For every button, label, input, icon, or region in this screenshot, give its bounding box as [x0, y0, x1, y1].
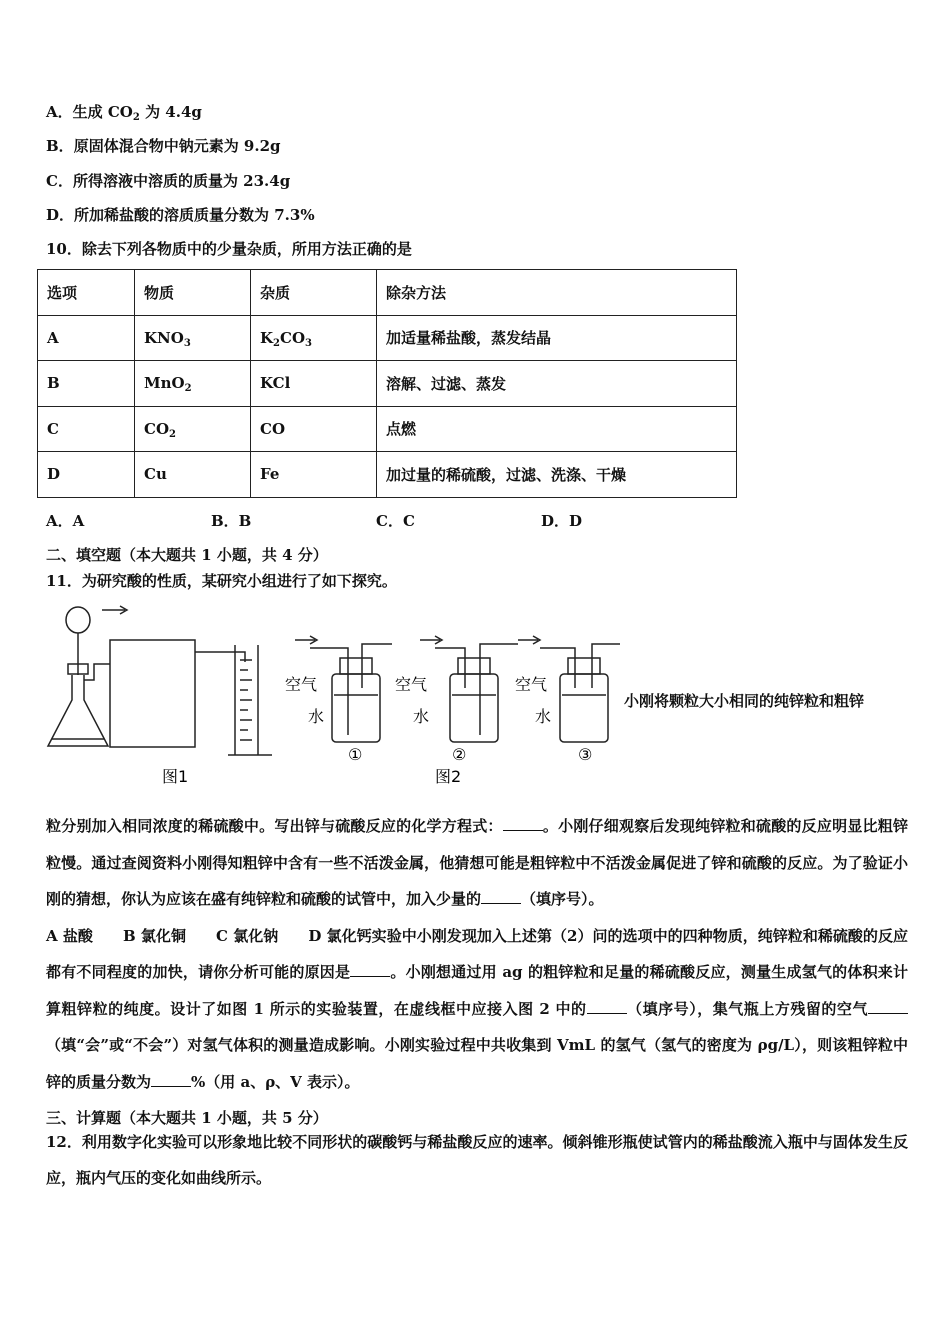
- answer-blank[interactable]: [868, 999, 908, 1014]
- erlenmeyer-flask-icon: [48, 607, 110, 746]
- graduated-cylinder-icon: [228, 645, 272, 755]
- fig1-label: 图1: [162, 767, 189, 786]
- table-row: [38, 452, 737, 498]
- apparatus-figure: [40, 600, 640, 790]
- table-cell: 点燃: [377, 406, 737, 452]
- q9-option-c: C．所得溶液中溶质的质量为 23.4g: [46, 172, 291, 190]
- fig2-label: 图2: [435, 767, 462, 786]
- gas-bottle-2-icon: [420, 636, 518, 742]
- bottle-label: ①: [348, 745, 363, 764]
- q10-table: [37, 269, 737, 498]
- answer-choice: D．D: [541, 512, 583, 530]
- q9-option-d: D．所加稀盐酸的溶质质量分数为 7.3%: [46, 206, 315, 224]
- table-cell: Cu: [135, 452, 251, 498]
- answer-blank[interactable]: [350, 962, 390, 977]
- table-cell: C: [38, 406, 135, 452]
- table-cell: 加适量稀盐酸，蒸发结晶: [377, 315, 737, 361]
- table-row: [38, 361, 737, 407]
- water-label: 水: [413, 707, 430, 726]
- table-cell: $KNO_3$: [135, 315, 251, 361]
- table-cell: D: [38, 452, 135, 498]
- dashed-box: [110, 640, 195, 747]
- table-cell: $K_2CO_3$: [251, 315, 377, 361]
- section-heading-calc: 三、计算题（本大题共 1 小题，共 5 分）: [46, 1109, 328, 1127]
- q9-option-a: A．生成 $CO_2$ 为 4.4g: [46, 103, 202, 123]
- table-cell: 溶解、过滤、蒸发: [377, 361, 737, 407]
- air-label: 空气: [285, 675, 318, 694]
- q10-stem: 10．除去下列各物质中的少量杂质，所用方法正确的是: [46, 240, 412, 258]
- table-cell: MnO$_2$: [135, 361, 251, 407]
- table-cell: A: [38, 315, 135, 361]
- q10-answers: [46, 511, 582, 531]
- table-row: [38, 315, 737, 361]
- table-cell: 加过量的稀硫酸，过滤、洗涤、干燥: [377, 452, 737, 498]
- q11-side-text: 小刚将颗粒大小相同的纯锌粒和粗锌: [624, 692, 865, 710]
- bottle-label: ③: [578, 745, 593, 764]
- water-label: 水: [535, 707, 552, 726]
- table-header: 物质: [135, 270, 251, 316]
- table-cell: KCl: [251, 361, 377, 407]
- section-heading-fill: 二、填空题（本大题共 1 小题，共 4 分）: [46, 546, 328, 564]
- table-header: 选项: [38, 270, 135, 316]
- table-header: 除杂方法: [377, 270, 737, 316]
- q11-body: 粒分别加入相同浓度的稀硫酸中。写出锌与硫酸反应的化学方程式： 。小刚仔细观察后发现纯锌粒和硫酸的反应明显比粗锌粒慢。通过查阅资料小刚得知粗锌中含有一些不活泼金属，他猜想可能是粗锌粒中不活泼金属促进了锌和硫酸的反应。为了验证小刚的猜想，你认为应该在盛有纯锌粒和硫酸的试管中，加入少量的 （填序号）。 A 盐酸 B 氯化铜 C 氯化钠 D 氯化钙实验中小刚发现加入上述第（2）问的选项中的四种物质，纯锌粒和稀硫酸的反应都有不同程度的加快，请你分析可能的原因是 。小刚想通过用 ag 的粗锌粒和足量的稀硫酸反应，测量生成氢气的体积来计算粗锌粒的纯度。设计了如图 1 所示的实验装置，在虚线框中应接入图 2 中的 （填序号），集气瓶上方残留的空气（填“会”或“不会”）对氢气体积的测量造成影响。小刚实验过程中共收集到 VmL 的氢气（氢气的密度为 ρg/L），则该粗锌粒中锌的质量分数为 %（用 a、ρ、V 表示）。: [46, 817, 908, 1091]
- table-cell: B: [38, 361, 135, 407]
- table-cell: $CO_2$: [135, 406, 251, 452]
- answer-blank[interactable]: [481, 889, 521, 904]
- answer-choice: B．B: [211, 512, 252, 530]
- q9-option-b: B．原固体混合物中钠元素为 9.2g: [46, 137, 281, 155]
- table-header: 杂质: [251, 270, 377, 316]
- water-label: 水: [308, 707, 325, 726]
- air-label: 空气: [515, 675, 548, 694]
- answer-choice: C．C: [376, 512, 415, 530]
- bottle-label: ②: [452, 745, 467, 764]
- air-label: 空气: [395, 675, 428, 694]
- table-cell: CO: [251, 406, 377, 452]
- answer-choice: A．A: [46, 512, 85, 530]
- q11-stem: 11．为研究酸的性质，某研究小组进行了如下探究。: [46, 572, 397, 590]
- answer-blank[interactable]: [151, 1072, 191, 1087]
- table-row: [38, 406, 737, 452]
- answer-blank[interactable]: [587, 999, 627, 1014]
- tube-icon: [195, 652, 245, 662]
- table-cell: Fe: [251, 452, 377, 498]
- table-header-row: [38, 270, 737, 316]
- answer-blank[interactable]: [503, 816, 543, 831]
- q12-stem: 12．利用数字化实验可以形象地比较不同形状的碳酸钙与稀盐酸反应的速率。倾斜锥形瓶使试管内的稀盐酸流入瓶中与固体发生反应，瓶内气压的变化如曲线所示。: [46, 1133, 908, 1187]
